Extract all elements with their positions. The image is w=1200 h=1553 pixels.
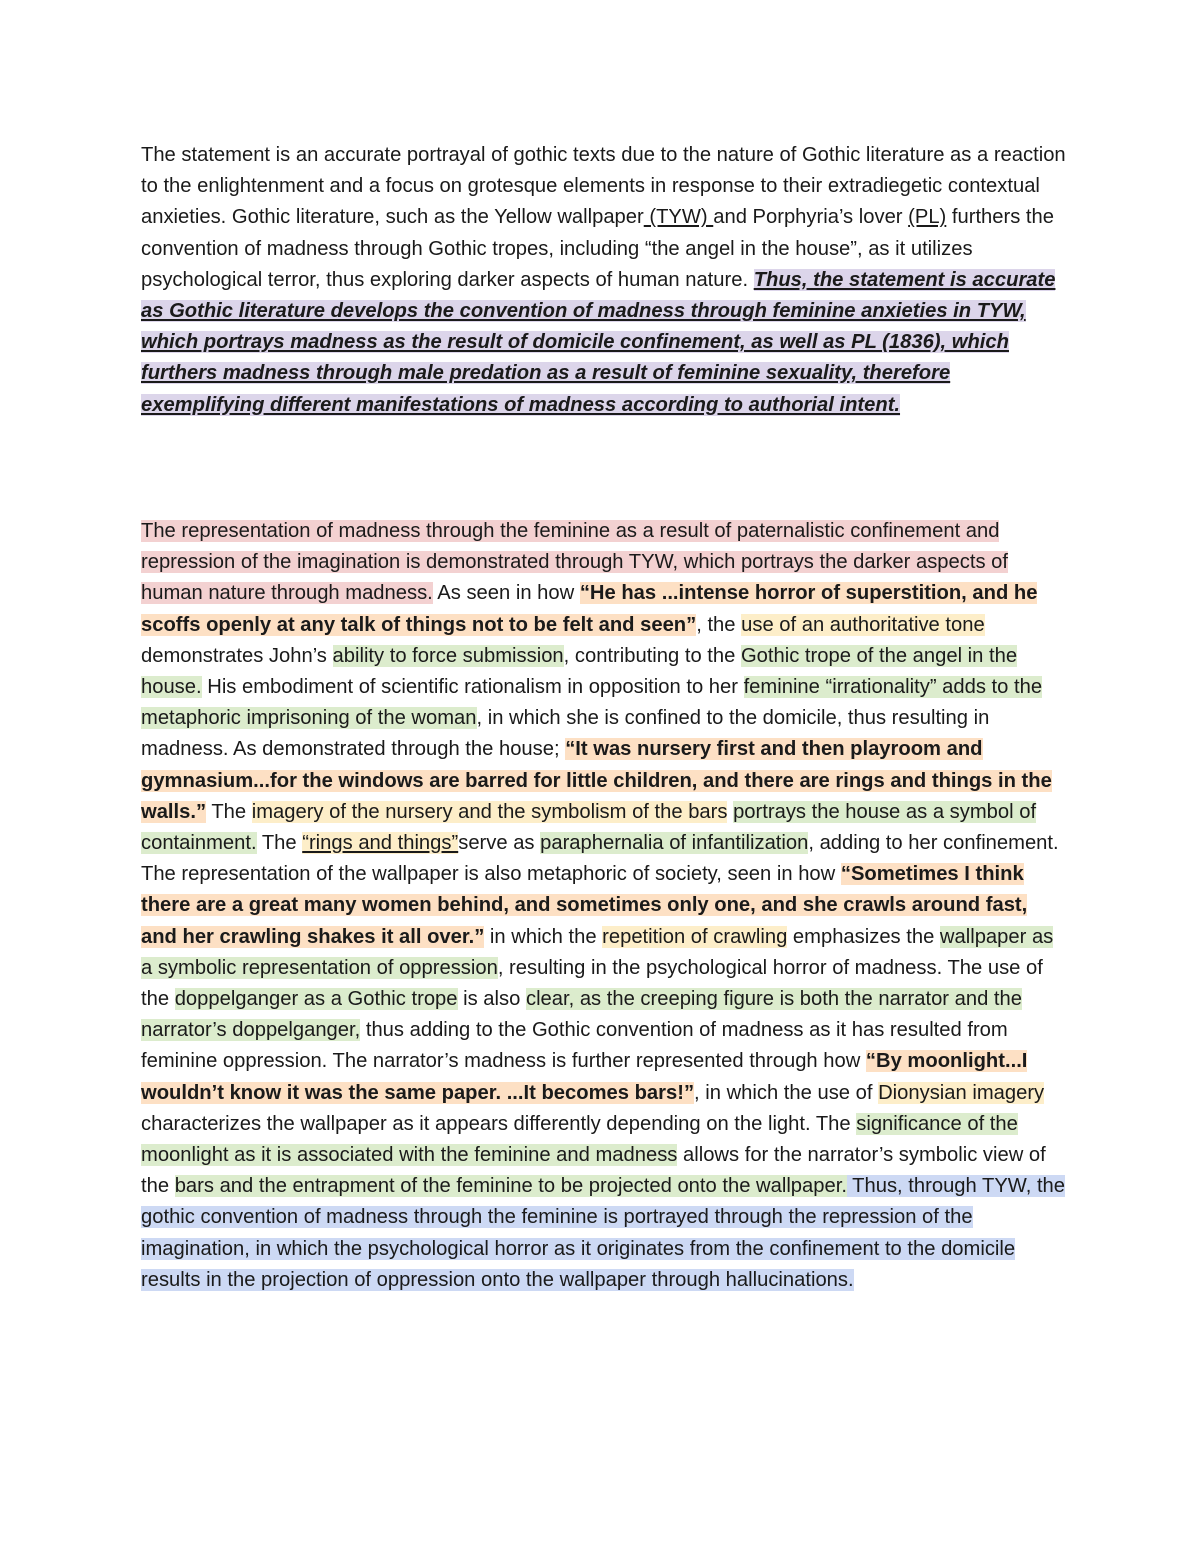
body-text: , in which the use of (694, 1081, 879, 1104)
intro-context-sentences: The statement is an accurate portrayal of gothic texts due to the nature of Gothic literature as a reaction to the enlightenment and a focus on grotesque elements in response to their extradiegetic contextual anxieties. Gothic literature, such as the Yellow wallpaper (141, 144, 1066, 229)
analysis-force-submission: ability to force submission (332, 644, 564, 667)
quote-moonlight: “By moonlight...I wouldn’t know it was the same paper. ...It becomes bars!” (141, 1050, 1028, 1104)
body-text: characterizes the wallpaper as it appears differently depending on the light. The (141, 1112, 857, 1135)
analysis-angel-in-house: Gothic trope of the angel in the house. (141, 644, 1018, 699)
abbreviation-tyw: (TYW) (643, 206, 714, 229)
analysis-creeping-figure: clear, as the creeping figure is both the narrator and the narrator’s doppelganger, (141, 988, 1022, 1042)
intro-text-porphyria: and Porphyria’s lover (713, 206, 909, 229)
body-text: allows for the narrator’s symbolic view of the (141, 1144, 1046, 1198)
body-text: emphasizes the (787, 925, 940, 948)
body-text: is also (457, 988, 526, 1011)
intro-text-tropes: furthers the convention of madness through Gothic tropes, including “the angel in the house”, as it utilizes psychological terror, thus exploring darker aspects of human nature. (141, 206, 1055, 291)
analysis-bars-entrapment: bars and the entrapment of the feminine to be projected onto the wallpaper. (174, 1175, 847, 1198)
analysis-moonlight: significance of the moonlight as it is associated with the feminine and madness (141, 1112, 1018, 1167)
body-text: in which the (484, 925, 603, 948)
quote-superstition: “He has ...intense horror of superstition, and he scoffs openly at any talk of things not to be felt and seen” (141, 582, 1038, 636)
body-text: , adding to her confinement. The representation of the wallpaper is also metaphoric of society, seen in how (141, 832, 1059, 886)
body-text: As seen in how (432, 582, 580, 605)
quote-rings-and-things: “rings and things” (302, 832, 459, 855)
intro-paragraph (141, 140, 1066, 421)
technique-repetition: repetition of crawling (602, 925, 788, 948)
body-text: , contributing to the (563, 644, 741, 667)
analysis-infantilization: paraphernalia of infantilization (540, 832, 809, 855)
body-text: The (256, 832, 303, 855)
quote-women-behind: “Sometimes I think there are a great many women behind, and sometimes only one, and she crawls around fast, and her crawling shakes it all over.” (141, 863, 1028, 948)
analysis-imprisoning: feminine “irrationality” adds to the metaphoric imprisoning of the woman (141, 676, 1043, 730)
thesis-statement: Thus, the statement is accurate as Gothic literature develops the convention of madness through feminine anxieties in TYW, which portrays madness as the result of domicile confinement, as well as PL (1836), which furthers madness through male predation as a result of feminine sexuality, therefore exemplifying different manifestations of madness according to authorial intent. (141, 268, 1056, 416)
analysis-containment: portrays the house as a symbol of containment. (141, 800, 1037, 855)
topic-sentence: The representation of madness through the feminine as a result of paternalistic confinement and repression of the imagination is demonstrated through TYW, which portrays the darker aspects of human nature through madness. (141, 520, 1009, 605)
body-text: serve as (458, 832, 541, 855)
body-text: His embodiment of scientific rationalism in opposition to her (201, 676, 744, 699)
body-text: thus adding to the Gothic convention of madness as it has resulted from feminine oppression. The narrator’s madness is further represented through how (141, 1019, 1008, 1073)
technique-authoritative-tone: use of an authoritative tone (741, 613, 985, 636)
technique-doppelganger: doppelganger as a Gothic trope (174, 988, 458, 1011)
link-sentence: Thus, through TYW, the gothic convention of madness through the feminine is portrayed through the repression of the imagination, in which the psychological horror as it originates from the confinement to the domicile results in the projection of oppression onto the wallpaper through hallucinations. (141, 1175, 1066, 1291)
body-text: The (206, 800, 252, 823)
body-text: The use of the (141, 956, 1043, 1011)
body-text: , in which she is confined to the domicile, thus resulting in madness. As demonstrated through the house; (141, 707, 990, 761)
technique-dionysian-imagery: Dionysian imagery (878, 1081, 1045, 1104)
analysis-oppression: wallpaper as a symbolic representation of oppression (141, 925, 1054, 979)
body-paragraph (141, 516, 1066, 1296)
technique-imagery-symbolism: imagery of the nursery and the symbolism of the bars (251, 800, 728, 823)
abbreviation-pl: (PL) (908, 206, 947, 229)
body-text: , resulting in the psychological horror of madness. (497, 956, 943, 979)
quote-nursery: “It was nursery first and then playroom and gymnasium...for the windows are barred for little children, and there are rings and things in the walls.” (141, 738, 1052, 823)
body-text: , the (696, 613, 742, 636)
body-text: demonstrates John’s (141, 644, 333, 667)
